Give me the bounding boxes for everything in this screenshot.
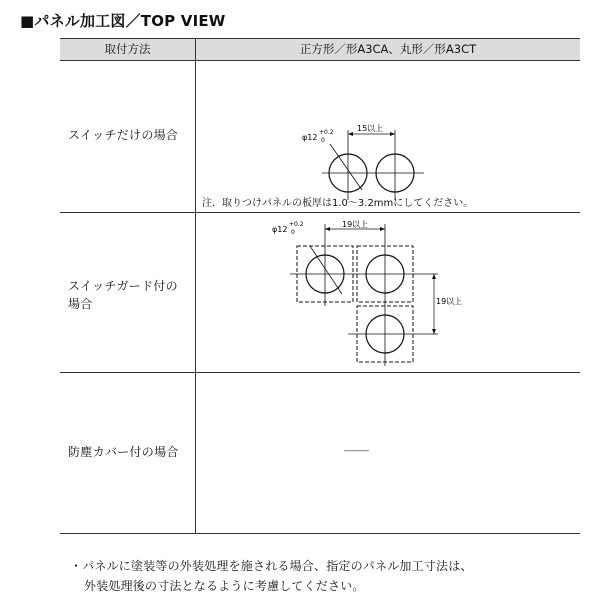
not-applicable-dash: ―――	[344, 446, 368, 456]
header-model-types: 正方形／形A3CA、丸形／形A3CT	[299, 42, 477, 56]
footer-line: ・パネルに塗装等の外装処理を施される場合、指定のパネル加工寸法は、	[70, 559, 473, 573]
row-label-switch-guard	[68, 277, 178, 313]
diameter-label: φ12	[272, 225, 288, 234]
pitch-dimension-label: 19以上	[436, 297, 463, 306]
tolerance-upper: +0.2	[319, 129, 334, 136]
panel-thickness-note: 注．取りつけパネルの板厚は1.0～3.2mmにしてください。	[202, 198, 474, 209]
table-bottom-border	[60, 533, 580, 534]
table-header-divider	[60, 60, 580, 61]
header-mounting-method: 取付方法	[104, 42, 151, 56]
painting-caution-note	[70, 556, 473, 596]
tolerance-lower: 0	[321, 137, 325, 144]
panel-cutout-table	[60, 38, 580, 534]
switch-guard-cutout-diagram	[270, 216, 510, 372]
footer-line: 外装処理後の寸法となるように考慮してください。	[84, 579, 365, 593]
row-label-line: スイッチガード付の	[68, 279, 178, 293]
pitch-dimension-label: 19以上	[342, 220, 369, 229]
diameter-label: φ12	[302, 133, 318, 142]
row-label-dust-cover: 防塵カバー付の場合	[68, 445, 179, 459]
table-top-border	[60, 38, 580, 39]
pitch-dimension-label: 15以上	[357, 124, 384, 133]
switch-only-cutout-diagram	[300, 82, 500, 212]
tolerance-upper: +0.2	[289, 221, 304, 228]
tolerance-lower: 0	[291, 229, 295, 236]
table-column-divider	[195, 38, 196, 534]
table-row-divider	[60, 372, 580, 373]
page-title: ■パネル加工図／TOP VIEW	[20, 12, 226, 30]
table-row-divider	[60, 212, 580, 213]
row-label-switch-only: スイッチだけの場合	[68, 128, 179, 142]
row-label-line: 場合	[68, 297, 93, 311]
